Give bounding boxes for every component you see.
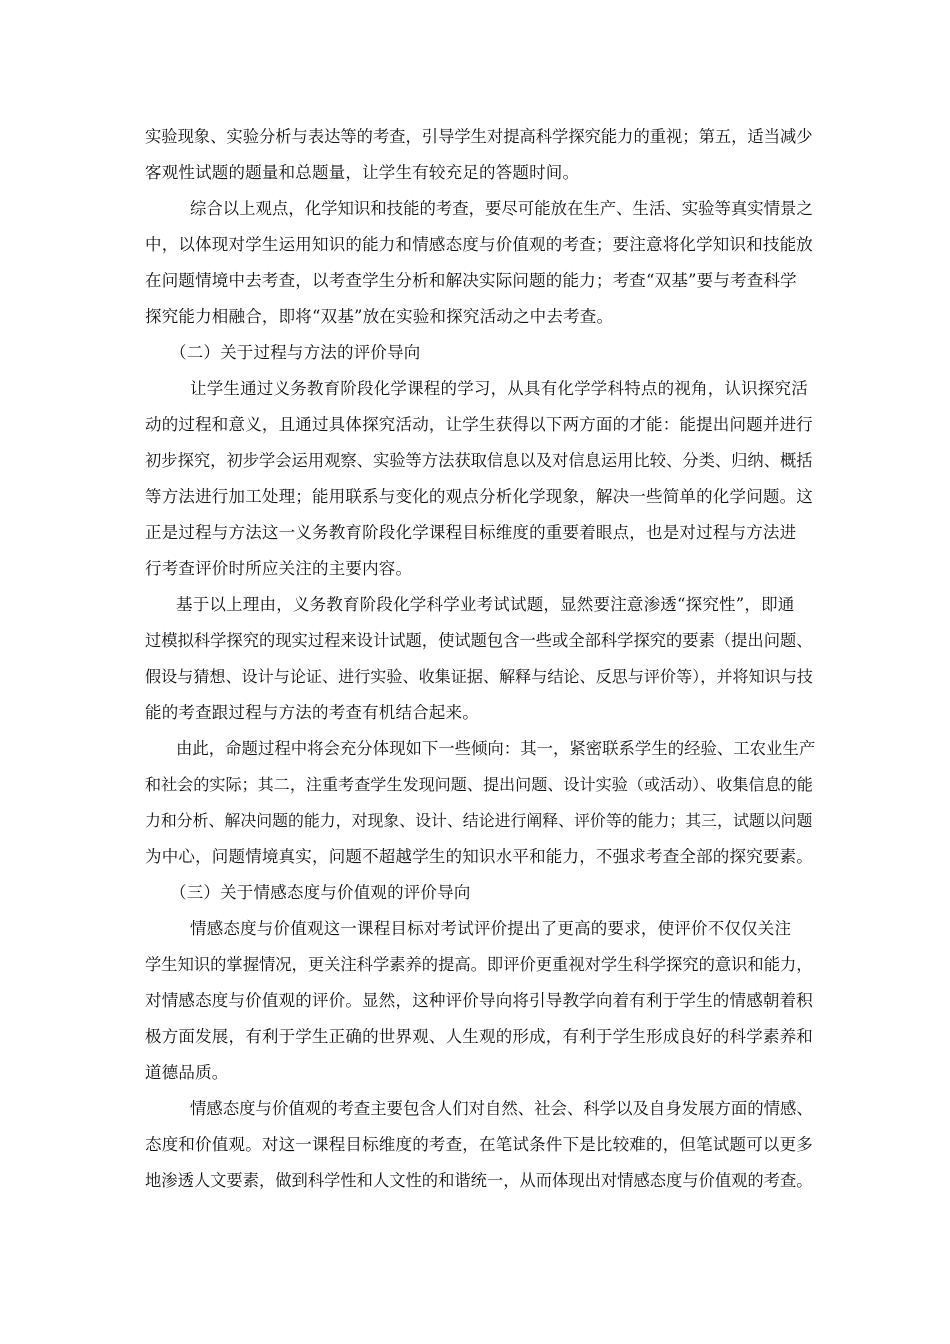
text-line: 极方面发展，有利于学生正确的世界观、人生观的形成，有利于学生形成良好的科学素养和	[145, 1027, 813, 1046]
text-line: 初步探究，初步学会运用观察、实验等方法获取信息以及对信息运用比较、分类、归纳、概括	[145, 451, 813, 470]
paragraph-start-line: 情感态度与价值观这一课程目标对考试评价提出了更高的要求，使评价不仅仅关注	[190, 919, 792, 938]
section-heading-2: （二）关于过程与方法的评价导向	[170, 343, 421, 362]
text-line: 客观性试题的题量和总题量，让学生有较充足的答题时间。	[145, 163, 580, 182]
text-line: 为中心，问题情境真实，问题不超越学生的知识水平和能力，不强求考查全部的探究要素。	[145, 847, 813, 866]
text-line: 过模拟科学探究的现实过程来设计试题，使试题包含一些或全部科学探究的要素（提出问题、	[145, 631, 813, 650]
text-line: 探究能力相融合，即将“双基”放在实验和探究活动之中去考查。	[145, 307, 614, 326]
text-line: 行考查评价时所应关注的主要内容。	[145, 559, 413, 578]
paragraph-start-line: 基于以上理由，义务教育阶段化学科学业考试试题，显然要注意渗透“探究性”，即通	[176, 595, 795, 614]
text-line: 动的过程和意义，且通过具体探究活动，让学生获得以下两方面的才能：能提出问题并进行	[145, 415, 813, 434]
text-line: 假设与猜想、设计与论证、进行实验、收集证据、解释与结论、反思与评价等），并将知识与技	[145, 667, 813, 686]
text-line: 地渗透人文要素，做到科学性和人文性的和谐统一，从而体现出对情感态度与价值观的考查。	[145, 1171, 813, 1190]
text-line: 在问题情境中去考查，以考查学生分析和解决实际问题的能力；考查“双基”要与考查科学	[145, 271, 797, 290]
text-line: 和社会的实际；其二，注重考查学生发现问题、提出问题、设计实验（或活动）、收集信息的能	[145, 775, 813, 794]
text-line: 学生知识的掌握情况，更关注科学素养的提高。即评价更重视对学生科学探究的意识和能力，	[145, 955, 813, 974]
text-line: 对情感态度与价值观的评价。显然，这种评价导向将引导教学向着有利于学生的情感朝着积	[145, 991, 813, 1010]
text-line: 实验现象、实验分析与表达等的考查，引导学生对提高科学探究能力的重视；第五，适当减少	[145, 127, 813, 146]
text-line: 道德品质。	[145, 1063, 229, 1082]
text-line: 等方法进行加工处理；能用联系与变化的观点分析化学现象，解决一些简单的化学问题。这	[145, 487, 813, 506]
paragraph-start-line: 让学生通过义务教育阶段化学课程的学习，从具有化学学科特点的视角，认识探究活	[190, 379, 808, 398]
paragraph-start-line: 情感态度与价值观的考查主要包含人们对自然、社会、科学以及自身发展方面的情感、	[190, 1099, 813, 1118]
text-line: 态度和价值观。对这一课程目标维度的考查，在笔试条件下是比较难的，但笔试题可以更多	[145, 1135, 813, 1154]
text-line: 中，以体现对学生运用知识的能力和情感态度与价值观的考查；要注意将化学知识和技能放	[145, 235, 813, 254]
section-heading-3: （三）关于情感态度与价值观的评价导向	[170, 883, 471, 902]
text-line: 能的考查跟过程与方法的考查有机结合起来。	[145, 703, 479, 722]
paragraph-start-line: 综合以上观点，化学知识和技能的考查，要尽可能放在生产、生活、实验等真实情景之	[190, 199, 813, 218]
paragraph-start-line: 由此，命题过程中将会充分体现如下一些倾向：其一，紧密联系学生的经验、工农业生产	[176, 739, 816, 758]
text-line: 正是过程与方法这一义务教育阶段化学课程目标维度的重要着眼点，也是对过程与方法进	[145, 523, 797, 542]
text-line: 力和分析、解决问题的能力，对现象、设计、结论进行阐释、评价等的能力；其三，试题以问题	[145, 811, 813, 830]
